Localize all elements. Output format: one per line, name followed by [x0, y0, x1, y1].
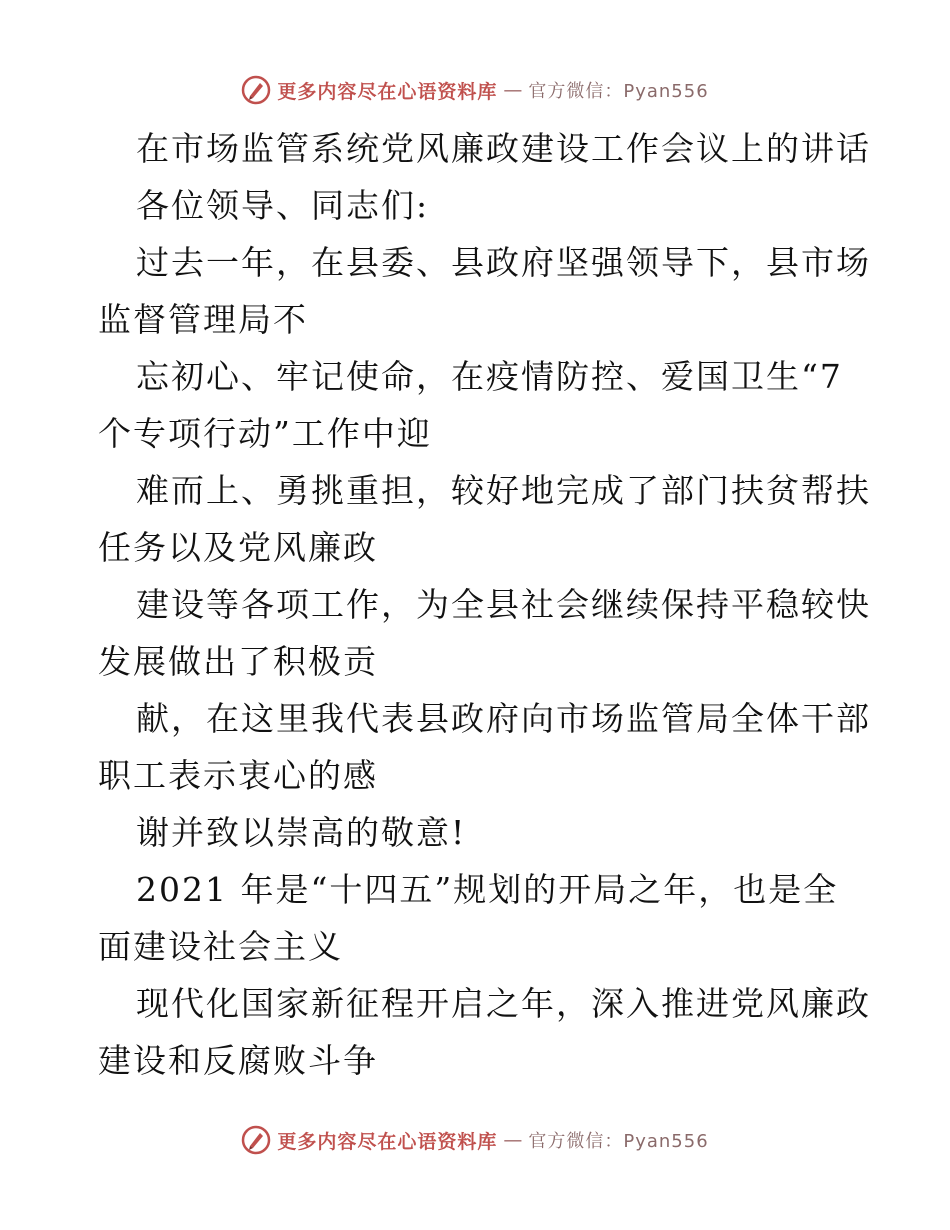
banner-title: 更多内容尽在心语资料库	[277, 80, 498, 103]
text-line: 任务以及党风廉政	[98, 528, 378, 567]
banner-dash: —	[503, 1129, 523, 1151]
text-line: 过去一年，在县委、县政府坚强领导下，县市场	[136, 243, 871, 282]
text-line: 现代化国家新征程开启之年，深入推进党风廉政	[136, 984, 871, 1023]
text-line: 2021 年是“十四五”规划的开局之年，也是全	[136, 870, 839, 909]
text-line: 个专项行动”工作中迎	[98, 414, 432, 453]
banner-title: 更多内容尽在心语资料库	[277, 1130, 498, 1153]
text-line: 忘初心、牢记使命，在疫情防控、爱国卫生“7	[136, 357, 843, 396]
text-line: 监督管理局不	[98, 300, 308, 339]
header-banner	[0, 70, 950, 110]
banner-dash: —	[503, 79, 523, 101]
text-line: 献，在这里我代表县政府向市场监管局全体干部	[136, 699, 871, 738]
text-line: 建设和反腐败斗争	[98, 1041, 378, 1080]
banner-wechat-id: 官方微信：Pyan556	[528, 81, 709, 102]
text-line: 难而上、勇挑重担，较好地完成了部门扶贫帮扶	[136, 471, 871, 510]
document-title: 在市场监管系统党风廉政建设工作会议上的讲话	[136, 129, 871, 168]
pen-logo-icon	[241, 1125, 271, 1155]
text-line: 发展做出了积极贡	[98, 642, 378, 681]
text-line: 谢并致以崇高的敬意!	[136, 813, 467, 852]
pen-logo-icon	[241, 75, 271, 105]
banner-wechat-id: 官方微信：Pyan556	[528, 1131, 709, 1152]
text-line: 各位领导、同志们:	[136, 186, 430, 225]
text-line: 建设等各项工作，为全县社会继续保持平稳较快	[136, 585, 871, 624]
footer-banner	[0, 1120, 950, 1160]
text-line: 面建设社会主义	[98, 927, 343, 966]
text-line: 职工表示衷心的感	[98, 756, 378, 795]
document-body	[98, 120, 871, 1089]
